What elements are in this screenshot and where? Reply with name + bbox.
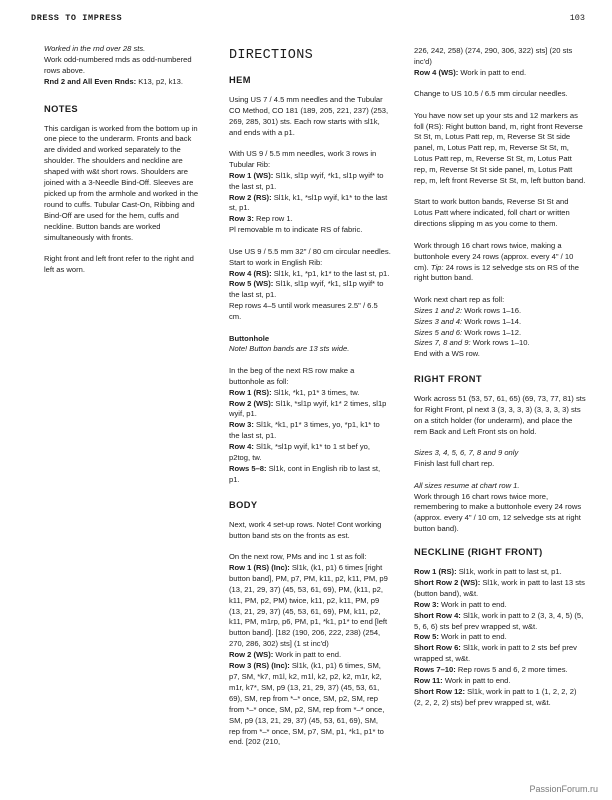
nl-rows7-10-text: Rep rows 5 and 6, 2 more times. xyxy=(455,665,568,675)
notes-paragraph-1: This cardigan is worked from the bottom up in one piece to the underarm. Fronts and back are divided and worked separately to the shoulder. The shoulders and neckline are shaped with w&t short rows. Shoulders are joined with a 3-Needle Bind-Off. Sleeves are picked up from the armhole and worked in the round to cuffs. Tubular Cast-On, Ribbing and Bind-Off are used for the hem, cuffs and neckline. Button bands are worked simultaneously with fronts. xyxy=(44,123,199,242)
hem-marker-note: Pl removable m to indicate RS of fabric. xyxy=(229,225,363,235)
all-sizes-text: Work through 16 chart rows twice more, remembering to make a buttonhole every 24 rows (approx. every 4" / 10 cm, 12 selvedge sts at right button band). xyxy=(414,491,582,534)
finish-chart-rep: Finish last full chart rep. xyxy=(414,459,495,469)
page-number: 103 xyxy=(569,13,585,23)
hem-row3-text: Rep row 1. xyxy=(253,214,293,224)
buttonhole-instructions xyxy=(229,366,391,486)
bh-row3-label: Row 3: xyxy=(229,420,254,430)
buttonhole-heading: Buttonhole xyxy=(229,333,270,343)
nl-short-row2-text: Sl1k, work in patt to last 13 sts (button band), w&t. xyxy=(414,577,585,598)
bh-row2-label: Row 2 (WS): xyxy=(229,398,274,408)
nl-short-row2-label: Short Row 2 (WS): xyxy=(414,577,481,587)
hem-paragraph-2: With US 9 / 5.5 mm needles, work 3 rows in Tubular Rib: xyxy=(229,148,377,169)
work-chart-paragraph xyxy=(414,241,586,285)
hem-paragraph-3: Use US 9 / 5.5 mm 32" / 80 cm circular needles. Start to work in English Rib: xyxy=(229,246,391,267)
directions-heading: DIRECTIONS xyxy=(229,48,314,63)
nl-row5-text: Work in patt to end. xyxy=(438,632,507,642)
bh-row1-label: Row 1 (RS): xyxy=(229,387,272,397)
bh-row3-text: Sl1k, *k1, p1* 3 times, yo, *p1, k1* to the last st, p1. xyxy=(229,420,380,441)
bh-row1-text: Sl1k, *k1, p1* 3 times, tw. xyxy=(271,387,360,397)
sizes-4-text: Work rows 1–10. xyxy=(470,338,530,348)
rib-row5-label: Row 5 (WS): xyxy=(229,279,274,289)
sizes-only-label: Sizes 3, 4, 5, 6, 7, 8 and 9 only xyxy=(414,448,519,458)
neckline-instructions xyxy=(414,567,586,709)
start-paragraph: Start to work button bands, Reverse St St and Lotus Patt where indicated, foll chart or written directions slipping m as you come to them. xyxy=(414,197,570,229)
rib-row5-text: Sl1k, sl1p wyif, *k1, sl1p wyif* to the last st, p1. xyxy=(229,279,384,300)
nl-short-row12-text: Sl1k, work in patt to 1 (1, 2, 2, 2) (2, 2, 2, 2) sts) bef prev wrapped st, w&t. xyxy=(414,687,577,707)
nl-short-row4-text: Sl1k, work in patt to 2 (3, 3, 4, 5) (5, 5, 6, 6) sts bef prev wrapped st, w&t. xyxy=(414,610,584,631)
hem-row1-text: Sl1k, sl1p wyif, *k1, sl1p wyif* to the last st, p1. xyxy=(229,170,384,191)
nl-row3-label: Row 3: xyxy=(414,599,439,609)
nl-row11-text: Work in patt to end. xyxy=(442,676,511,686)
right-front-heading: RIGHT FRONT xyxy=(414,374,482,385)
nl-short-row4-label: Short Row 4: xyxy=(414,610,461,620)
body-row1-label: Row 1 (RS) (Inc): xyxy=(229,562,290,572)
body-intro: On the next row, PMs and inc 1 st as foll: xyxy=(229,552,367,562)
intro-block xyxy=(44,44,204,88)
nl-row1-text: Sl1k, work in patt to last st, p1. xyxy=(456,567,562,577)
sizes-3-text: Work rows 1–12. xyxy=(462,327,522,337)
continued-text: 226, 242, 258) (274, 290, 306, 322) sts] (20 sts inc'd) xyxy=(414,46,573,66)
nl-row1-label: Row 1 (RS): xyxy=(414,567,457,577)
nl-short-row6-text: Sl1k, work in patt to 2 sts bef prev wrapped st, w&t. xyxy=(414,643,577,664)
body-instructions xyxy=(229,552,391,748)
buttonhole-heading-block xyxy=(229,334,391,356)
hem-row2-text: Sl1k, k1, *sl1p wyif, k1* to the last st, p1. xyxy=(229,192,388,213)
page-header xyxy=(31,13,585,27)
markers-paragraph: You have now set up your sts and 12 markers as foll (RS): Right button band, m, right front Reverse St St, m, Lotus Patt rep, m, Reverse St St side panel, m, Lotus Patt rep, m, Reverse St St, m, Lotus Patt rep, m, Reverse St St, m, Lotus Patt rep, m, Reverse St St side panel, m, Lotus Patt rep, m, left front Reverse St St, m, left button band. xyxy=(414,110,586,186)
rib-repeat-note: Rep rows 4–5 until work measures 2.5" / 6.5 cm. xyxy=(229,301,378,322)
nl-short-row12-label: Short Row 12: xyxy=(414,687,466,696)
rib-row4-text: Sl1k, k1, *p1, k1* to the last st, p1. xyxy=(271,268,390,278)
nl-rows7-10-label: Rows 7–10: xyxy=(414,665,456,675)
intro-italic: Worked in the rnd over 28 sts. xyxy=(44,44,146,53)
running-title: DRESS TO IMPRESS xyxy=(31,13,123,23)
body-row2-label: Row 2 (WS): xyxy=(229,650,274,660)
rib-row4-label: Row 4 (RS): xyxy=(229,268,272,278)
cont-row4-label: Row 4 (WS): xyxy=(414,67,459,77)
all-sizes-label: All sizes resume at chart row 1. xyxy=(414,480,520,490)
tip-label: Tip: xyxy=(430,262,444,272)
nl-short-row6-label: Short Row 6: xyxy=(414,643,461,653)
bh-row4-text: Sl1k, *sl1p wyif, k1* to 1 st bef yo, p2tog, tw. xyxy=(229,442,370,463)
nl-row5-label: Row 5: xyxy=(414,632,439,642)
buttonhole-intro: In the beg of the next RS row make a buttonhole as foll: xyxy=(229,365,355,386)
continued-block xyxy=(414,46,586,79)
work-chart-text-b: 24 rows is 12 selvedge sts on RS of the right button band. xyxy=(414,262,579,283)
hem-paragraph-1: Using US 7 / 4.5 mm needles and the Tubular CO Method, CO 181 (189, 205, 221, 237) (253, 269, 285, 301) sts. Each row starts with sl1k, and ends with a p1. xyxy=(229,94,389,137)
change-needles: Change to US 10.5 / 6.5 mm circular needles. xyxy=(414,89,568,99)
bh-row2-text: Sl1k, *sl1p wyif, k1* 2 times, sl1p wyif, p1. xyxy=(229,398,387,419)
chart-rep-sizes xyxy=(414,295,586,360)
body-row3-text: Sl1k, (k1, p1) 6 times, SM, p7, SM, *k7, m1l, k2, m1l, k2, p2, k2, m1r, k2, m1r, k7*, SM, p9 (13, 21, 29, 37) (45, 53, 61, 69), SM, rep from *–* once, SM, p2, SM, rep from *–* once, SM, p2, SM, rep from *–* once, SM, p9 (13, 21, 29, 37) (45, 53, 61, 69), SM, rep from *–* once, SM, p7, SM, p1, *k1, p1* to end. [202 (210, xyxy=(229,661,385,747)
notes-paragraph-2: Right front and left front refer to the right and left as worn. xyxy=(44,254,194,274)
sizes-2-label: Sizes 3 and 4: xyxy=(414,316,463,326)
body-row3-label: Row 3 (RS) (Inc): xyxy=(229,661,290,671)
sizes-1-text: Work rows 1–16. xyxy=(462,305,522,315)
body-heading: BODY xyxy=(229,499,258,510)
hem-instructions xyxy=(229,149,391,236)
sizes-1-label: Sizes 1 and 2: xyxy=(414,305,463,315)
cont-row4-text: Work in patt to end. xyxy=(458,67,527,77)
hem-row3-label: Row 3: xyxy=(229,214,254,224)
intro-text: Work odd-numbered rnds as odd-numbered rows above. xyxy=(44,54,192,75)
hem-heading: HEM xyxy=(229,74,251,85)
body-row1-text: Sl1k, (k1, p1) 6 times [right button band], PM, p7, PM, k11, p2, k11, PM, p9 (13, 21, 29, 37) (45, 53, 61, 69), PM, (k11, p2, k11, PM, p2, PM) twice, k11, p2, k11, PM, p9 (13, 21, 29, 37) (45, 53, 61, 69), PM, k11, p2, k11, PM, m1rp, p6, PM, p1, *k1, p1* to end [left button band]. [182 (190, 206, 222, 238) (254, 270, 286, 302) sts] (1 st inc'd) xyxy=(229,562,388,649)
work-chart-text-a: Work through 16 chart rows twice, making a buttonhole every 24 rows (approx. every 4" / 10 cm). xyxy=(414,240,574,272)
sizes-only-block xyxy=(414,448,586,470)
column-left xyxy=(44,44,204,286)
hem-row2-label: Row 2 (RS): xyxy=(229,192,272,202)
intro-bold-label: Rnd 2 and All Even Rnds: xyxy=(44,76,137,86)
nl-row3-text: Work in patt to end. xyxy=(438,599,507,609)
sizes-4-label: Sizes 7, 8 and 9: xyxy=(414,338,471,348)
intro-bold-rest: K13, p2, k13. xyxy=(136,76,183,86)
sizes-2-text: Work rows 1–14. xyxy=(462,316,522,326)
next-chart-intro: Work next chart rep as foll: xyxy=(414,294,505,304)
end-ws-row: End with a WS row. xyxy=(414,349,480,359)
notes-heading: NOTES xyxy=(44,103,79,114)
bh-rows5-8-text: Sl1k, cont in English rib to last st, p1. xyxy=(229,464,381,484)
buttonhole-note-text: Button bands are 13 sts wide. xyxy=(247,344,350,354)
english-rib-instructions xyxy=(229,247,391,323)
bh-row4-label: Row 4: xyxy=(229,442,254,452)
column-middle xyxy=(229,48,391,759)
body-paragraph-1: Next, work 4 set-up rows. Note! Cont working button band sts on the fronts as est. xyxy=(229,519,382,540)
hem-row1-label: Row 1 (WS): xyxy=(229,170,274,180)
column-right xyxy=(414,46,586,719)
neckline-heading: NECKLINE (RIGHT FRONT) xyxy=(414,547,543,558)
body-row2-text: Work in patt to end. xyxy=(273,650,342,660)
buttonhole-note-label: Note! xyxy=(229,344,248,354)
bh-rows5-8-label: Rows 5–8: xyxy=(229,464,267,473)
nl-row11-label: Row 11: xyxy=(414,676,443,686)
sizes-3-label: Sizes 5 and 6: xyxy=(414,327,463,337)
watermark: PassionForum.ru xyxy=(529,784,598,794)
all-sizes-block xyxy=(414,481,586,536)
right-front-paragraph: Work across 51 (53, 57, 61, 65) (69, 73, 77, 81) sts for Right Front, pl next 3 (3, 3, 3, 3) (3, 3, 3, 3) sts on a stitch holder (for underarm), and place the rem Back and Left Front sts on hold. xyxy=(414,394,586,436)
